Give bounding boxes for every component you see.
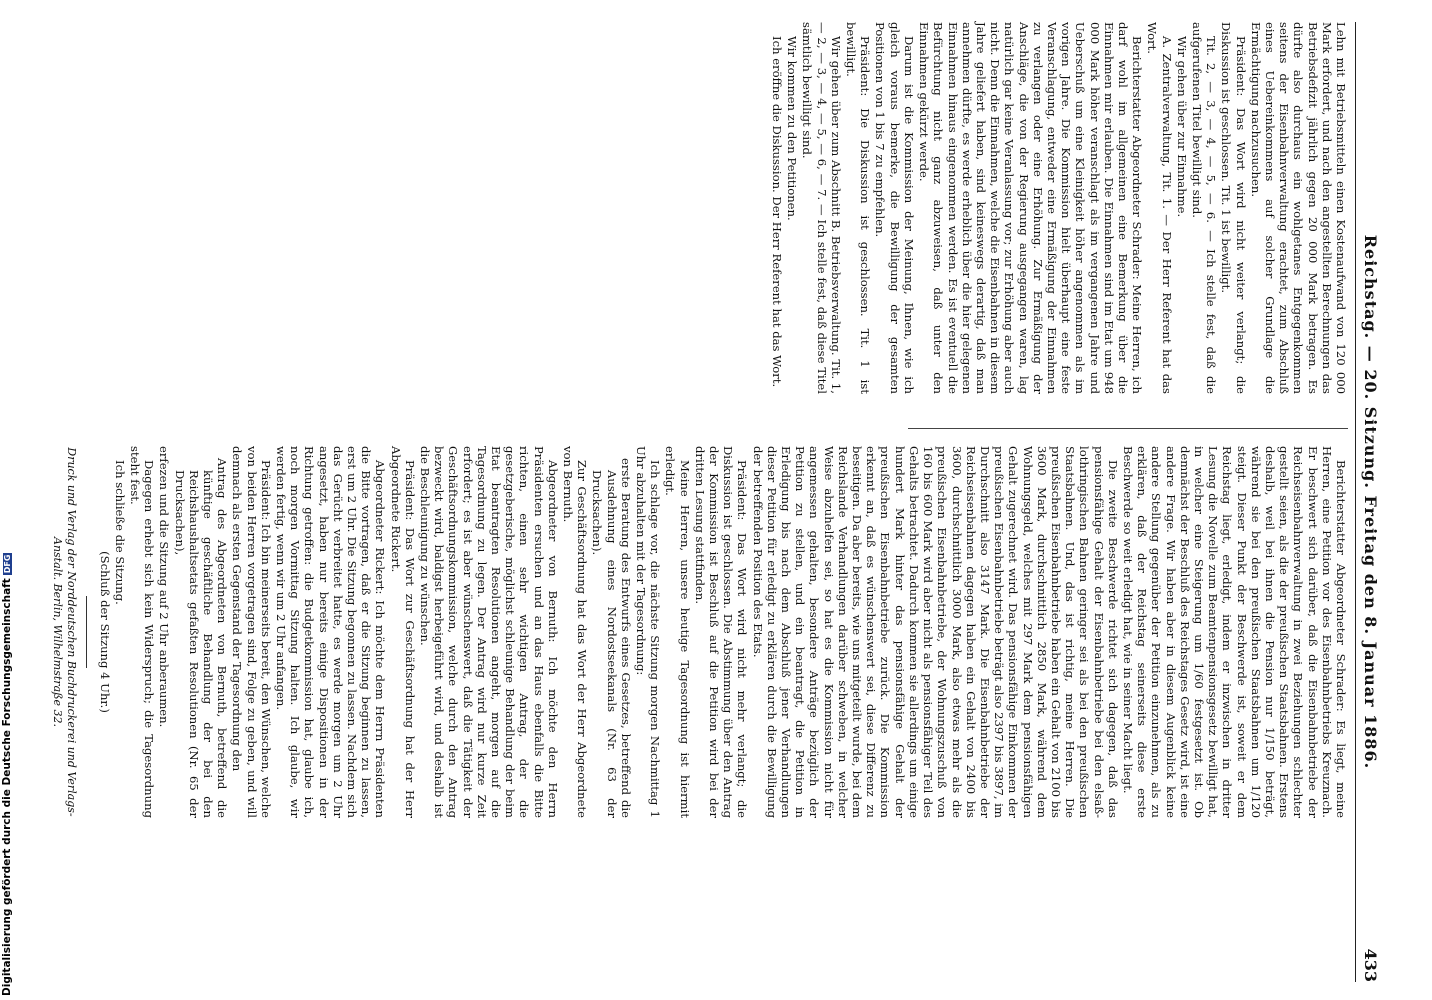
- paragraph: Ich schließe die Sitzung.: [112, 460, 127, 605]
- text-column-right: [50, 446, 1348, 818]
- paragraph: Abgeordneter Rickert: Ich möchte dem Herrn Präsidenten die Bitte vortragen, daß er die Sitzung beginnen zu lassen, erst um 2 Uhr. Die Sitzung begonnen zu lassen. Nachdem sich das Gerücht verbreitet hatte, es werde morgen um 2 Uhr angesetzt, haben nur bereits einige Dispositionen in der Richtung getroffen: die Budgetkommission hat, glaube ich, noch morgen Vormittag Sitzung halten. Ich glaube, wir werden fertig, wenn wir um 2 Uhr anfangen.: [273, 446, 388, 818]
- paragraph: Tit. 2, — 3, — 4, — 5, — 6. — Ich stelle fest, daß die aufgerufenen Titel bewilligt sind.: [1189, 22, 1219, 394]
- agenda-item: erste Beratung des Entwurfs eines Gesetzes, betreffend die Ausdehnung eines Nordostseekanals (Nr. 63 der Drucksachen).: [590, 458, 633, 818]
- text-column-left: [769, 22, 1348, 394]
- paragraph: Zur Geschäftsordnung hat das Wort der Herr Abgeordnete von Bernuth.: [561, 446, 590, 818]
- digitization-credit-text: Digitalisierung gefördert durch die Deutsche Forschungsgemeinschaft: [1, 578, 13, 996]
- paragraph: A. Zentralverwaltung, Tit. 1. — Der Herr Referent hat das Wort.: [1145, 22, 1174, 394]
- page-number: 433: [1361, 948, 1380, 982]
- running-head: [1355, 22, 1382, 982]
- session-close-note: (Schluß der Sitzung 4 Uhr.): [97, 551, 112, 713]
- printer-imprint: Druck und Verlag der Norddeutschen Buchdruckerei und Verlags-Anstalt. Berlin, Wilhelmstraße 32.: [51, 447, 79, 817]
- digitization-credit: [1, 556, 15, 996]
- paragraph: Meine Herren, unsere heutige Tagesordnung ist hiermit erledigt.: [663, 446, 692, 818]
- dfg-logo: DFG: [3, 554, 12, 574]
- paragraph: Wir gehen über zum Abschnitt B. Betriebsverwaltung. Tit. 1, — 2, — 3, — 4, — 5, — 6, — 7. — Ich stelle fest, daß diese Titel sämtlich bewilligt sind.: [800, 22, 843, 394]
- paragraph: Präsident: Das Wort wird nicht mehr verlangt; die Diskussion ist geschlossen. Die Abstimmung über den Antrag der Kommission ist Beschluß auf die Petition wird bei der dritten Lesung stattfinden.: [692, 446, 750, 818]
- paragraph: Dagegen erhebt sich kein Widerspruch; die Tagesordnung steht fest.: [127, 446, 157, 818]
- separator-rule: [86, 596, 87, 668]
- paragraph: Berichterstatter Abgeordneter Schrader: Es liegt, meine Herren, eine Petition vor des Eisenbahnbetriebs Kreuznach. Er beschwert sich darüber, daß die Eisenbahnbetriebe der Reichseisenbahnverwaltung in zwei Beziehungen schlechter gestellt seien, als die der preußischen Staatsbahnen. Erstens deshalb, weil bei ihnen die Pension nur 1/150 beträgt, während sie bei den preußischen Staatsbahnen um 1/120 steigt. Dieser Punkt der Beschwerde ist, soweit er dem Reichstag liegt, erledigt, indem er inzwischen in dritter Lesung die Novelle zum Beamtenpensionsgesetz bewilligt hat, in welcher eine Steigerung um 1/60 festgesetzt ist. Ob demnächst der Beschluß des Reichstages Gesetz wird, ist eine andere Frage. Wir haben aber in diesem Augenblick keine andere Stellung gegenüber der Petition einzunehmen, als zu erklären, daß der Reichstag seinerseits diese erste Beschwerde so weit erledigt hat, wie in seiner Macht liegt.: [1120, 446, 1348, 818]
- paragraph: Wir gehen über zur Einnahme.: [1174, 36, 1189, 218]
- paragraph: Präsident: Das Wort zur Geschäftsordnung hat der Herr Abgeordnete Rickert.: [388, 446, 417, 818]
- paragraph: Wir kommen zu den Petitionen.: [785, 36, 800, 221]
- rotated-text-frame: [52, 22, 1382, 982]
- paragraph: Ich schlage vor, die nächste Sitzung morgen Nachmittag 1 Uhr abzuhalten mit der Tagesordnung:: [634, 446, 663, 818]
- paragraph: Die zweite Beschwerde richtet sich dagegen, daß das pensionsfähige Gehalt der Eisenbahnbetriebe bei den elsaß-lothringischen Bahnen geringer sei als bei den preußischen Staatsbahnen. Und, das ist richtig, meine Herren. Die preußischen Eisenbahnbetriebe haben ein Gehalt von 2100 bis 3600 Mark, durchschnittlich 2850 Mark, während dem Wohnungsgeld, welches mit 297 Mark dem pensionsfähigen Gehalt zugerechnet wird. Das pensionsfähige Einkommen der preußischen Eisenbahnbetriebe beträgt also 2397 bis 3897, im Durchschnitt also 3147 Mark. Die Eisenbahnbetriebe der Reichseisenbahnen dagegen haben ein Gehalt von 2400 bis 3600, durchschnittlich 3000 Mark, also etwas mehr als die preußischen Eisenbahnbetriebe, der Wohnungszuschuß von 160 bis 600 Mark wird aber nicht als pensionsfähiger Teil des Gehalts betrachtet. Dadurch kommen sie allerdings um einige hundert Mark hinter das pensionsfähige Gehalt der preußischen Eisenbahnbetriebe zurück. Die Kommission erkennt an, daß es wünschenswert sei, diese Differenz zu beseitigen. Da aber bereits, wie uns mitgeteilt wurde, bei dem Reichslande Verhandlungen darüber schweben, in welcher Weise abzuhelfen sei, so hat es die Kommission nicht für angemessen gehalten, besondere Anträge bezüglich der Petition zu stellen, und ein beantragt, die Petition in Erledigung bis nach dem Abschluß jener Verhandlungen dieser Petition für erledigt zu erklären durch die Bewilligung der betreffenden Position des Etats.: [750, 446, 1120, 818]
- paragraph: Präsident: Ich bin meinerseits bereit, den Wünschen, welche von beiden Herren vorgetragen sind, Folge zu geben, und will demnach als ersten Gegenstand der Tagesordnung den: [230, 446, 273, 818]
- paragraph: Präsident: Das Wort wird nicht weiter verlangt; die Diskussion ist geschlossen. Tit. 1 ist bewilligt.: [1219, 22, 1248, 394]
- paragraph: Lehn mit Betriebsmitteln einen Kostenaufwand von 120 000 Mark erfordert, und nach den angestellten Berechnungen das Betriebsdefizit jährlich gegen 20 000 Mark betragen. Es dürfte also durchaus ein wohlgetanes Entgegenkommen seitens der Eisenbahnverwaltung erachtet, zum Abschluß eines Uebereinkommens auf solcher Grundlage die Ermächtigung nachzusuchen.: [1248, 22, 1348, 394]
- column-divider: [908, 428, 1348, 429]
- paragraph: Ich eröffne die Diskussion. Der Herr Referent hat das Wort.: [770, 36, 785, 388]
- paragraph: erfezen und die Sitzung auf 2 Uhr anberaumen.: [157, 446, 172, 728]
- running-head-title: Reichstag. — 20. Sitzung. Freitag den 8. Januar 1886.: [1361, 234, 1380, 770]
- paragraph: Darum ist die Kommission der Meinung, Ihnen, wie ich gleich voraus bemerke, die Bewilligung der gesamten Positionen von 1 bis 7 zu empfehlen.: [873, 22, 916, 394]
- paragraph: Präsident: Die Diskussion ist geschlossen. Tit. 1 ist bewilligt.: [844, 22, 873, 394]
- paragraph: Berichterstatter Abgeordneter Schrader: Meine Herren, ich darf wohl im allgemeinen eine Bemerkung über die Einnahmen mir erlauben. Die Einnahmen sind im Etat um 948 000 Mark höher veranschlagt als im vergangenen Jahre und Ueberschuß um eine Kleinigkeit höher angenommen als im vorigen Jahre. Die Kommission hielt überhaupt eine feste Veranschlagung, entweder eine Ermäßigung der Einnahmen zu verlangen oder eine Erhöhung. Zur Ermäßigung der Anschläge, die von der Regierung ausgegangen waren, lag natürlich gar keine Veranlassung vor; zur Erhöhung aber auch nicht. Denn die Einnahmen, welche die Eisenbahnen in diesem Jahre geliefert haben, sind keineswegs derartig, daß man annehmen dürfte, es werde erheblich über die hier gelegenen Einnahmen hinaus eingenommen werden. Es ist eventuell die Befürchtung nicht ganz abzuweisen, daß unter den Einnahmen gekürzt werde.: [917, 22, 1145, 394]
- agenda-item: Antrag des Abgeordneten von Bernuth, betreffend die künftige geschäftliche Behandlung der bei den Reichshaushaltsetats gefaßten Resolutionen (Nr. 65 der Drucksachen),: [172, 458, 230, 818]
- paragraph: Abgeordneter von Bernuth: Ich möchte den Herrn Präsidenten ersuchen und an das Haus ebenfalls die Bitte richten, einen sehr wichtigen Antrag, der die gesetzgeberische, möglichst schleunige Behandlung der beim Etat beantragten Resolutionen angeht, morgen auf die Tagesordnung zu legen. Der Antrag wird nur kurze Zeit erfordert; es ist aber wünschenswert, daß die Tätigkeit der Geschäftsordnungskommission, welche durch den Antrag bezweckt wird, baldigst herbeigeführt wird, und deshalb ist die Beschleunigung zu wünschen.: [418, 446, 560, 818]
